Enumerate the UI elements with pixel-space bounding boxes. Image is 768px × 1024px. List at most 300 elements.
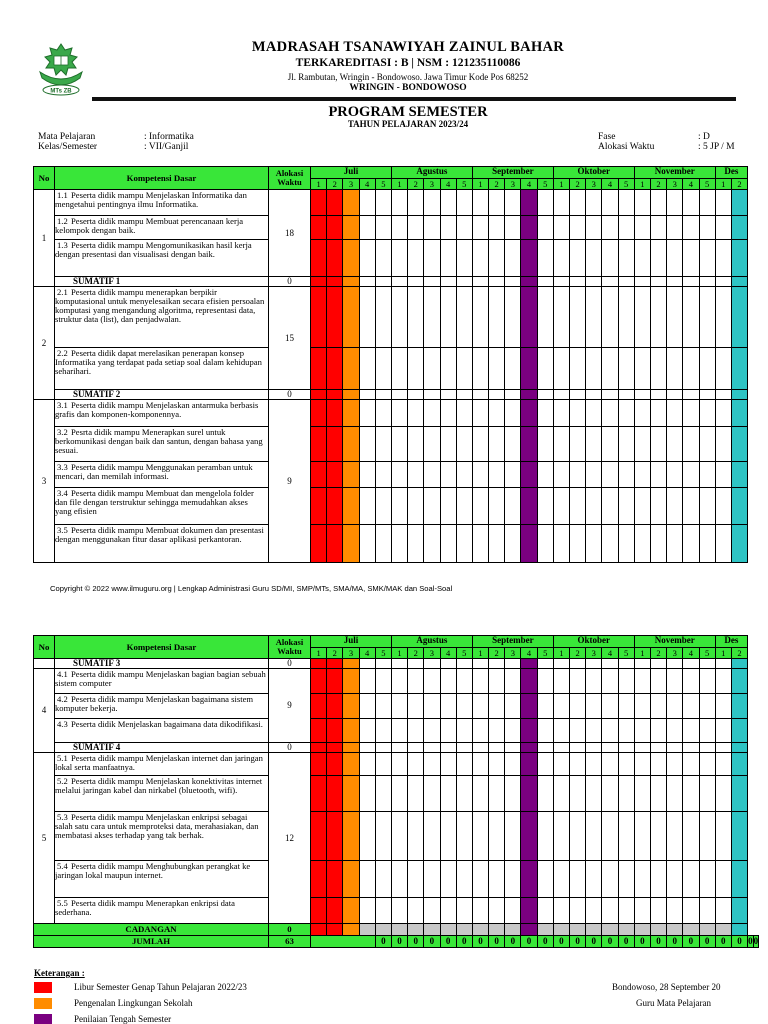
week-cell: [650, 694, 666, 719]
kd-text: Peserta didik mampu Menjelaskan konektivitas internet melalui jaringan kabel dan nirkabel (bluetooth, wifi).: [55, 776, 263, 795]
week-cell: [521, 743, 537, 753]
week-cell: [440, 488, 456, 525]
week-cell: [440, 240, 456, 277]
week-cell: [602, 427, 618, 462]
week-cell: [375, 240, 391, 277]
header-week: 2: [570, 179, 586, 190]
kd-text: Peserta didik mampu Menggunakan peramban untuk mencari, dan memilah informasi.: [55, 462, 253, 481]
header-week: 1: [391, 179, 407, 190]
week-cell: [505, 488, 521, 525]
header-week: 4: [683, 648, 699, 659]
week-cell: [359, 659, 375, 669]
subject-label: Mata Pelajaran: [38, 132, 96, 142]
week-cell: [424, 462, 440, 488]
week-cell: [489, 753, 505, 776]
jumlah-week-value: 0: [715, 936, 731, 948]
kd-row: [34, 753, 759, 776]
jumlah-week-value: 0: [521, 936, 537, 948]
legend-text-pts: Penilaian Tengah Semester: [74, 1014, 172, 1024]
week-cell: [327, 924, 343, 936]
group-alloc: 15: [269, 287, 311, 390]
header-week: 5: [456, 179, 472, 190]
week-cell: [375, 348, 391, 390]
week-cell: [327, 898, 343, 924]
week-cell: [408, 694, 424, 719]
week-cell: [440, 669, 456, 694]
week-cell: [570, 525, 586, 563]
week-cell: [683, 216, 699, 240]
week-cell: [602, 898, 618, 924]
week-cell: [408, 348, 424, 390]
week-cell: [359, 390, 375, 400]
week-cell: [489, 348, 505, 390]
week-cell: [537, 525, 553, 563]
week-cell: [440, 743, 456, 753]
week-cell: [456, 400, 472, 427]
kd-row: [34, 812, 759, 861]
week-cell: [343, 898, 359, 924]
week-cell: [731, 669, 747, 694]
week-cell: [327, 462, 343, 488]
week-cell: [715, 776, 731, 812]
kd-number: 2.1: [57, 287, 68, 297]
week-cell: [359, 812, 375, 861]
week-cell: [311, 659, 327, 669]
week-cell: [683, 400, 699, 427]
jumlah-week-value: 0: [424, 936, 440, 948]
week-cell: [359, 427, 375, 462]
header-kd: Kompetensi Dasar: [55, 636, 269, 659]
week-cell: [618, 812, 634, 861]
week-cell: [537, 659, 553, 669]
jumlah-week-value: 0: [667, 936, 683, 948]
week-cell: [391, 924, 407, 936]
week-cell: [634, 462, 650, 488]
week-cell: [472, 277, 488, 287]
week-cell: [489, 390, 505, 400]
week-cell: [424, 190, 440, 216]
week-cell: [375, 861, 391, 898]
week-cell: [553, 719, 569, 743]
week-cell: [683, 659, 699, 669]
week-cell: [456, 348, 472, 390]
cadangan-row: [34, 924, 759, 936]
week-cell: [602, 525, 618, 563]
kd-row: [34, 216, 748, 240]
week-cell: [327, 776, 343, 812]
week-cell: [634, 743, 650, 753]
week-cell: [440, 659, 456, 669]
week-cell: [586, 488, 602, 525]
jumlah-week-value: 0: [537, 936, 553, 948]
week-cell: [731, 400, 747, 427]
week-cell: [311, 776, 327, 812]
week-cell: [472, 861, 488, 898]
week-cell: [375, 216, 391, 240]
week-cell: [375, 898, 391, 924]
header-week: 2: [327, 179, 343, 190]
week-cell: [537, 924, 553, 936]
week-cell: [343, 719, 359, 743]
week-cell: [602, 659, 618, 669]
kd-cell: [55, 190, 269, 216]
week-cell: [359, 525, 375, 563]
jumlah-week-value: 0: [375, 936, 391, 948]
week-cell: [586, 277, 602, 287]
week-cell: [327, 488, 343, 525]
week-cell: [472, 216, 488, 240]
week-cell: [618, 287, 634, 348]
week-cell: [391, 287, 407, 348]
week-cell: [327, 719, 343, 743]
week-cell: [456, 525, 472, 563]
week-cell: [602, 462, 618, 488]
week-cell: [311, 427, 327, 462]
kd-row: [34, 525, 748, 563]
week-cell: [424, 400, 440, 427]
week-cell: [408, 525, 424, 563]
week-cell: [472, 488, 488, 525]
week-cell: [408, 488, 424, 525]
week-cell: [650, 776, 666, 812]
week-cell: [408, 287, 424, 348]
header-week: 3: [424, 179, 440, 190]
header-week: 3: [586, 179, 602, 190]
week-cell: [570, 240, 586, 277]
week-cell: [505, 287, 521, 348]
week-cell: [391, 776, 407, 812]
kd-number: 4.1: [57, 669, 68, 679]
week-cell: [489, 400, 505, 427]
week-cell: [586, 659, 602, 669]
header-week: 5: [699, 179, 715, 190]
week-cell: [424, 719, 440, 743]
kd-row: [34, 240, 748, 277]
week-cell: [731, 488, 747, 525]
week-cell: [472, 669, 488, 694]
document-title: PROGRAM SEMESTER: [328, 104, 488, 120]
kd-text: Peserta didik mampu Menjelaskan internet dan jaringan lokal serta manfaatnya.: [55, 753, 263, 772]
week-cell: [472, 427, 488, 462]
kd-row: [34, 861, 759, 898]
week-cell: [731, 743, 747, 753]
week-cell: [634, 488, 650, 525]
week-cell: [715, 488, 731, 525]
week-cell: [602, 743, 618, 753]
week-cell: [634, 390, 650, 400]
week-cell: [375, 743, 391, 753]
week-cell: [311, 812, 327, 861]
kd-text: Pesrta didik mampu Menerapkan surel untuk berkomunikasi dengan baik dan santun, dengan bahasa yang sesuai.: [55, 427, 263, 455]
week-cell: [505, 898, 521, 924]
copyright-note: Copyright © 2022 www.ilmuguru.org | Lengkap Administrasi Guru SD/MI, SMP/MTs, SMA/MA, SMK/MAK dan Soal-Soal: [50, 584, 453, 593]
week-cell: [489, 525, 505, 563]
week-cell: [408, 898, 424, 924]
week-cell: [375, 812, 391, 861]
week-cell: [424, 669, 440, 694]
header-week: 3: [505, 179, 521, 190]
kd-row: [34, 462, 748, 488]
week-cell: [424, 277, 440, 287]
week-cell: [311, 743, 327, 753]
week-cell: [343, 400, 359, 427]
header-no: No: [34, 167, 55, 190]
week-cell: [570, 390, 586, 400]
week-cell: [472, 924, 488, 936]
week-cell: [618, 390, 634, 400]
week-cell: [311, 216, 327, 240]
week-cell: [570, 348, 586, 390]
week-cell: [343, 488, 359, 525]
week-cell: [343, 216, 359, 240]
header-month-2: Agustus: [391, 636, 472, 648]
jumlah-week-value: 0: [456, 936, 472, 948]
week-cell: [521, 190, 537, 216]
week-cell: [586, 743, 602, 753]
header-week: 3: [586, 648, 602, 659]
week-cell: [667, 240, 683, 277]
kd-number: 1.3: [57, 240, 68, 250]
week-cell: [618, 216, 634, 240]
week-cell: [311, 348, 327, 390]
week-cell: [731, 287, 747, 348]
week-cell: [731, 812, 747, 861]
week-cell: [521, 488, 537, 525]
week-cell: [699, 427, 715, 462]
week-cell: [553, 400, 569, 427]
week-cell: [505, 277, 521, 287]
header-week: 3: [343, 648, 359, 659]
week-cell: [537, 488, 553, 525]
week-cell: [408, 400, 424, 427]
kd-cell: [55, 427, 269, 462]
week-cell: [343, 427, 359, 462]
week-cell: [391, 743, 407, 753]
week-cell: [586, 924, 602, 936]
week-cell: [408, 240, 424, 277]
week-cell: [521, 277, 537, 287]
week-cell: [456, 287, 472, 348]
week-cell: [456, 277, 472, 287]
week-cell: [343, 190, 359, 216]
week-cell: [634, 898, 650, 924]
week-cell: [521, 240, 537, 277]
week-cell: [456, 240, 472, 277]
week-cell: [667, 898, 683, 924]
week-cell: [456, 924, 472, 936]
week-cell: [359, 861, 375, 898]
week-cell: [602, 348, 618, 390]
week-cell: [667, 753, 683, 776]
week-cell: [553, 861, 569, 898]
kd-number: 1.2: [57, 216, 68, 226]
week-cell: [602, 776, 618, 812]
header-week: 1: [472, 179, 488, 190]
week-cell: [683, 427, 699, 462]
week-cell: [537, 861, 553, 898]
week-cell: [472, 390, 488, 400]
week-cell: [715, 400, 731, 427]
header-week: 1: [311, 648, 327, 659]
legend-text-libur: Libur Semester Genap Tahun Pelajaran 2022/23: [74, 982, 247, 992]
week-cell: [570, 924, 586, 936]
week-cell: [375, 924, 391, 936]
week-cell: [456, 743, 472, 753]
kd-cell: [55, 240, 269, 277]
legend-text-pengenalan: Pengenalan Lingkungan Sekolah: [74, 998, 193, 1008]
header-week: 5: [618, 648, 634, 659]
week-cell: [391, 400, 407, 427]
week-cell: [586, 753, 602, 776]
week-cell: [424, 427, 440, 462]
week-cell: [311, 669, 327, 694]
week-cell: [375, 659, 391, 669]
kd-number: 3.4: [57, 488, 68, 498]
week-cell: [537, 390, 553, 400]
week-cell: [586, 776, 602, 812]
week-cell: [618, 348, 634, 390]
week-cell: [311, 525, 327, 563]
header-week: 4: [521, 648, 537, 659]
kd-row: [34, 488, 748, 525]
week-cell: [650, 898, 666, 924]
kd-cell: [55, 812, 269, 861]
week-cell: [586, 190, 602, 216]
week-cell: [683, 462, 699, 488]
week-cell: [391, 753, 407, 776]
week-cell: [375, 400, 391, 427]
week-cell: [456, 427, 472, 462]
week-cell: [650, 924, 666, 936]
week-cell: [489, 812, 505, 861]
week-cell: [505, 400, 521, 427]
week-cell: [359, 898, 375, 924]
week-cell: [359, 719, 375, 743]
week-cell: [440, 390, 456, 400]
week-cell: [327, 525, 343, 563]
kd-row: [34, 190, 748, 216]
header-alloc: Alokasi Waktu: [269, 636, 311, 659]
week-cell: [683, 277, 699, 287]
week-cell: [440, 753, 456, 776]
week-cell: [586, 812, 602, 861]
kd-text: Peserta didik mampu menerapkan berpikir komputasional untuk menyelesaikan secara efisien persoalan komputasi yang mengandung algoritma, representasi data, struktur data (list), dan penjadwalan.: [55, 287, 265, 324]
week-cell: [731, 190, 747, 216]
week-cell: [634, 525, 650, 563]
week-cell: [553, 525, 569, 563]
week-cell: [440, 190, 456, 216]
week-cell: [634, 190, 650, 216]
week-cell: [391, 812, 407, 861]
week-cell: [375, 719, 391, 743]
week-cell: [553, 753, 569, 776]
group-number: 5: [34, 753, 55, 924]
week-cell: [699, 719, 715, 743]
jumlah-week-value: 0: [408, 936, 424, 948]
jumlah-week-value: 0: [505, 936, 521, 948]
header-week: 4: [521, 179, 537, 190]
week-cell: [618, 743, 634, 753]
header-week: 2: [489, 179, 505, 190]
week-cell: [327, 659, 343, 669]
week-cell: [699, 390, 715, 400]
week-cell: [731, 924, 747, 936]
week-cell: [715, 525, 731, 563]
week-cell: [683, 924, 699, 936]
week-cell: [456, 812, 472, 861]
week-cell: [683, 898, 699, 924]
week-cell: [327, 812, 343, 861]
week-cell: [537, 348, 553, 390]
group-alloc: 12: [269, 753, 311, 924]
week-cell: [505, 776, 521, 812]
header-row-months: [34, 167, 748, 179]
week-cell: [505, 348, 521, 390]
week-cell: [359, 400, 375, 427]
week-cell: [311, 861, 327, 898]
header-week: 5: [375, 648, 391, 659]
week-cell: [731, 348, 747, 390]
kd-number: 4.3: [57, 719, 68, 729]
sumatif-alloc: 0: [269, 390, 311, 400]
week-cell: [667, 669, 683, 694]
week-cell: [311, 462, 327, 488]
week-cell: [715, 898, 731, 924]
class-value: : VII/Ganjil: [144, 142, 189, 152]
week-cell: [391, 462, 407, 488]
week-cell: [505, 743, 521, 753]
header-week: 2: [570, 648, 586, 659]
week-cell: [472, 190, 488, 216]
week-cell: [699, 659, 715, 669]
week-cell: [667, 390, 683, 400]
group-alloc: 9: [269, 669, 311, 743]
week-cell: [343, 812, 359, 861]
week-cell: [343, 525, 359, 563]
week-cell: [505, 924, 521, 936]
week-cell: [570, 776, 586, 812]
week-cell: [570, 719, 586, 743]
week-cell: [311, 694, 327, 719]
kd-row: [34, 287, 748, 348]
cadangan-alloc: 0: [269, 924, 311, 936]
week-cell: [537, 812, 553, 861]
week-cell: [667, 277, 683, 287]
week-cell: [505, 659, 521, 669]
week-cell: [650, 240, 666, 277]
week-cell: [634, 669, 650, 694]
jumlah-week-value: 0: [731, 936, 747, 948]
week-cell: [537, 898, 553, 924]
week-cell: [634, 216, 650, 240]
kd-number: 3.5: [57, 525, 68, 535]
week-cell: [408, 277, 424, 287]
week-cell: [359, 190, 375, 216]
week-cell: [424, 924, 440, 936]
week-cell: [602, 400, 618, 427]
week-cell: [391, 861, 407, 898]
week-cell: [408, 719, 424, 743]
week-cell: [311, 277, 327, 287]
week-cell: [570, 216, 586, 240]
week-cell: [327, 190, 343, 216]
week-cell: [699, 861, 715, 898]
week-cell: [537, 719, 553, 743]
week-cell: [650, 400, 666, 427]
week-cell: [602, 216, 618, 240]
week-cell: [570, 462, 586, 488]
week-cell: [618, 861, 634, 898]
